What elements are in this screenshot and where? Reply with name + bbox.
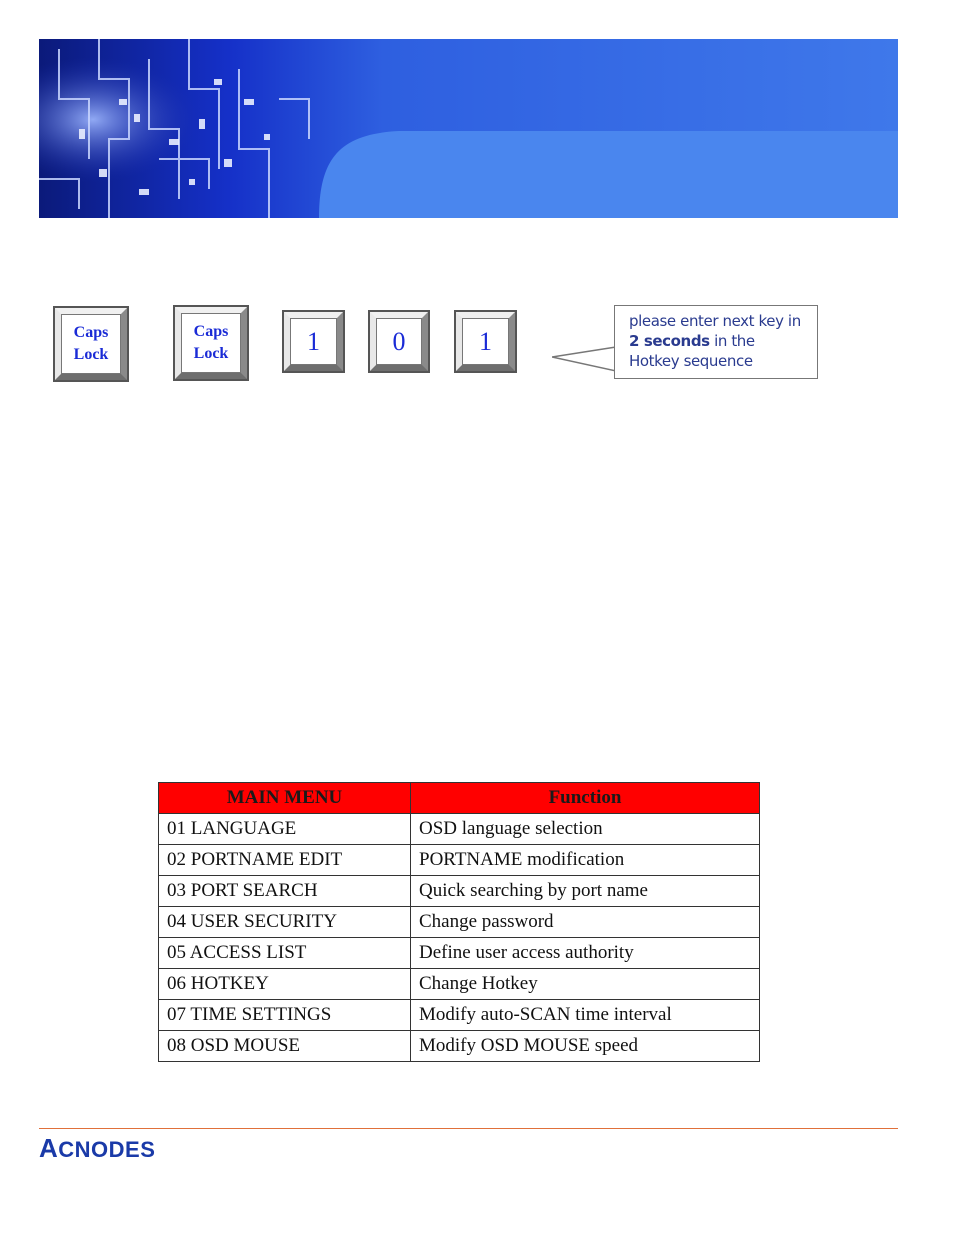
header-function: Function [411, 783, 760, 814]
table-row [159, 907, 760, 938]
digit-key-1 [454, 310, 517, 373]
main-menu-table [158, 782, 760, 1062]
bubble-line-1: please enter next key in [629, 312, 801, 330]
digit-key-1 [282, 310, 345, 373]
menu-item: 06 HOTKEY [159, 969, 411, 1000]
table-row [159, 938, 760, 969]
menu-item: 03 PORT SEARCH [159, 876, 411, 907]
menu-item: 02 PORTNAME EDIT [159, 845, 411, 876]
bubble-bold-time: 2 seconds [629, 332, 710, 350]
menu-item: 08 OSD MOUSE [159, 1031, 411, 1062]
table-row [159, 969, 760, 1000]
menu-function: Change Hotkey [411, 969, 760, 1000]
menu-function: OSD language selection [411, 814, 760, 845]
menu-item: 04 USER SECURITY [159, 907, 411, 938]
digit-key-0 [368, 310, 430, 373]
circuit-board-graphic [39, 39, 898, 218]
hotkey-hint-bubble [614, 305, 818, 379]
key-label-line2: Lock [193, 345, 229, 362]
menu-item: 01 LANGUAGE [159, 814, 411, 845]
table-row [159, 876, 760, 907]
key-face [290, 318, 337, 365]
bubble-line-2-rest: in the [709, 332, 755, 350]
bubble-tail [552, 345, 618, 375]
menu-function: Quick searching by port name [411, 876, 760, 907]
caps-lock-key [53, 306, 129, 382]
logo-rest: CNODES [58, 1137, 156, 1162]
table-row [159, 1000, 760, 1031]
bubble-line-3: Hotkey sequence [629, 352, 753, 370]
menu-function: Modify auto-SCAN time interval [411, 1000, 760, 1031]
logo-initial: A [39, 1133, 59, 1163]
menu-function: PORTNAME modification [411, 845, 760, 876]
key-label-line2: Lock [73, 346, 109, 363]
key-digit: 1 [479, 326, 492, 356]
key-face [376, 318, 422, 365]
menu-function: Change password [411, 907, 760, 938]
table-row [159, 814, 760, 845]
key-digit: 0 [392, 326, 406, 356]
caps-lock-key [173, 305, 249, 381]
footer-divider [39, 1128, 898, 1129]
menu-item: 07 TIME SETTINGS [159, 1000, 411, 1031]
key-face [462, 318, 509, 365]
bubble-line-2 [629, 331, 817, 351]
menu-item: 05 ACCESS LIST [159, 938, 411, 969]
key-label-line1: Caps [193, 323, 229, 340]
menu-function: Modify OSD MOUSE speed [411, 1031, 760, 1062]
key-face [181, 313, 241, 373]
table-row [159, 1031, 760, 1062]
menu-function: Define user access authority [411, 938, 760, 969]
table-row [159, 845, 760, 876]
header-main-menu: MAIN MENU [159, 783, 411, 814]
acnodes-logo [39, 1133, 155, 1164]
header-banner [39, 39, 898, 218]
key-digit: 1 [307, 326, 320, 356]
key-label-line1: Caps [73, 324, 109, 341]
table-header-row [159, 783, 760, 814]
key-face [61, 314, 121, 374]
